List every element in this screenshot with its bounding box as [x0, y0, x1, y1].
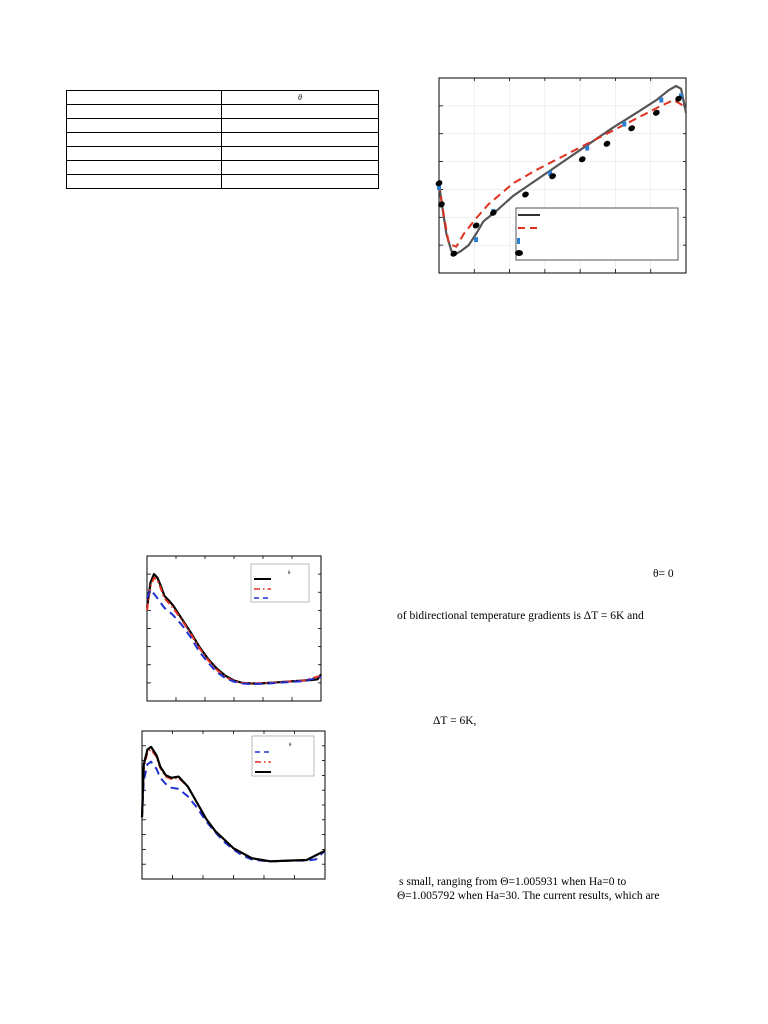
table-row	[67, 133, 379, 147]
paragraph-gradient: of bidirectional temperature gradients is ΔT = 6K and	[397, 610, 644, 622]
table-header-cell: θ	[222, 91, 379, 105]
table-row	[67, 147, 379, 161]
table-cell	[67, 119, 222, 133]
data-point	[585, 146, 589, 151]
table-row	[67, 175, 379, 189]
delta-t-value: ΔT = 6K,	[433, 715, 477, 727]
table-header-cell	[67, 91, 222, 105]
table-row	[67, 105, 379, 119]
table-cell	[222, 147, 379, 161]
table-cell	[67, 133, 222, 147]
profile-chart-bottom	[134, 727, 330, 884]
legend-swatch-square	[517, 238, 520, 244]
table-cell	[67, 147, 222, 161]
data-point	[622, 122, 626, 127]
legend-theta-label: θ	[289, 743, 292, 748]
legend	[251, 564, 309, 602]
validation-chart	[430, 76, 692, 282]
table-row	[67, 119, 379, 133]
table-cell	[67, 175, 222, 189]
legend-swatch-dot	[515, 250, 523, 256]
legend-box	[516, 208, 678, 260]
legend-box	[252, 736, 314, 776]
data-point	[659, 98, 663, 103]
table-cell	[222, 105, 379, 119]
table-cell	[67, 161, 222, 175]
table-row	[67, 161, 379, 175]
theta-equation: θ= 0	[653, 568, 674, 580]
table-cell	[222, 175, 379, 189]
table-cell	[222, 119, 379, 133]
table-cell	[222, 133, 379, 147]
results-table	[66, 90, 379, 189]
legend	[252, 736, 314, 776]
legend-theta-label: θ	[288, 571, 291, 576]
profile-chart-top	[140, 552, 326, 707]
legend-box	[251, 564, 309, 602]
table-header-row	[67, 91, 379, 105]
data-point	[474, 237, 478, 242]
table-cell	[67, 105, 222, 119]
table-cell	[222, 161, 379, 175]
paragraph-range-line2: Θ=1.005792 when Ha=30. The current results, which are	[397, 890, 660, 902]
paragraph-range-line1: s small, ranging from Θ=1.005931 when Ha=0 to	[399, 876, 627, 888]
legend	[515, 208, 678, 260]
